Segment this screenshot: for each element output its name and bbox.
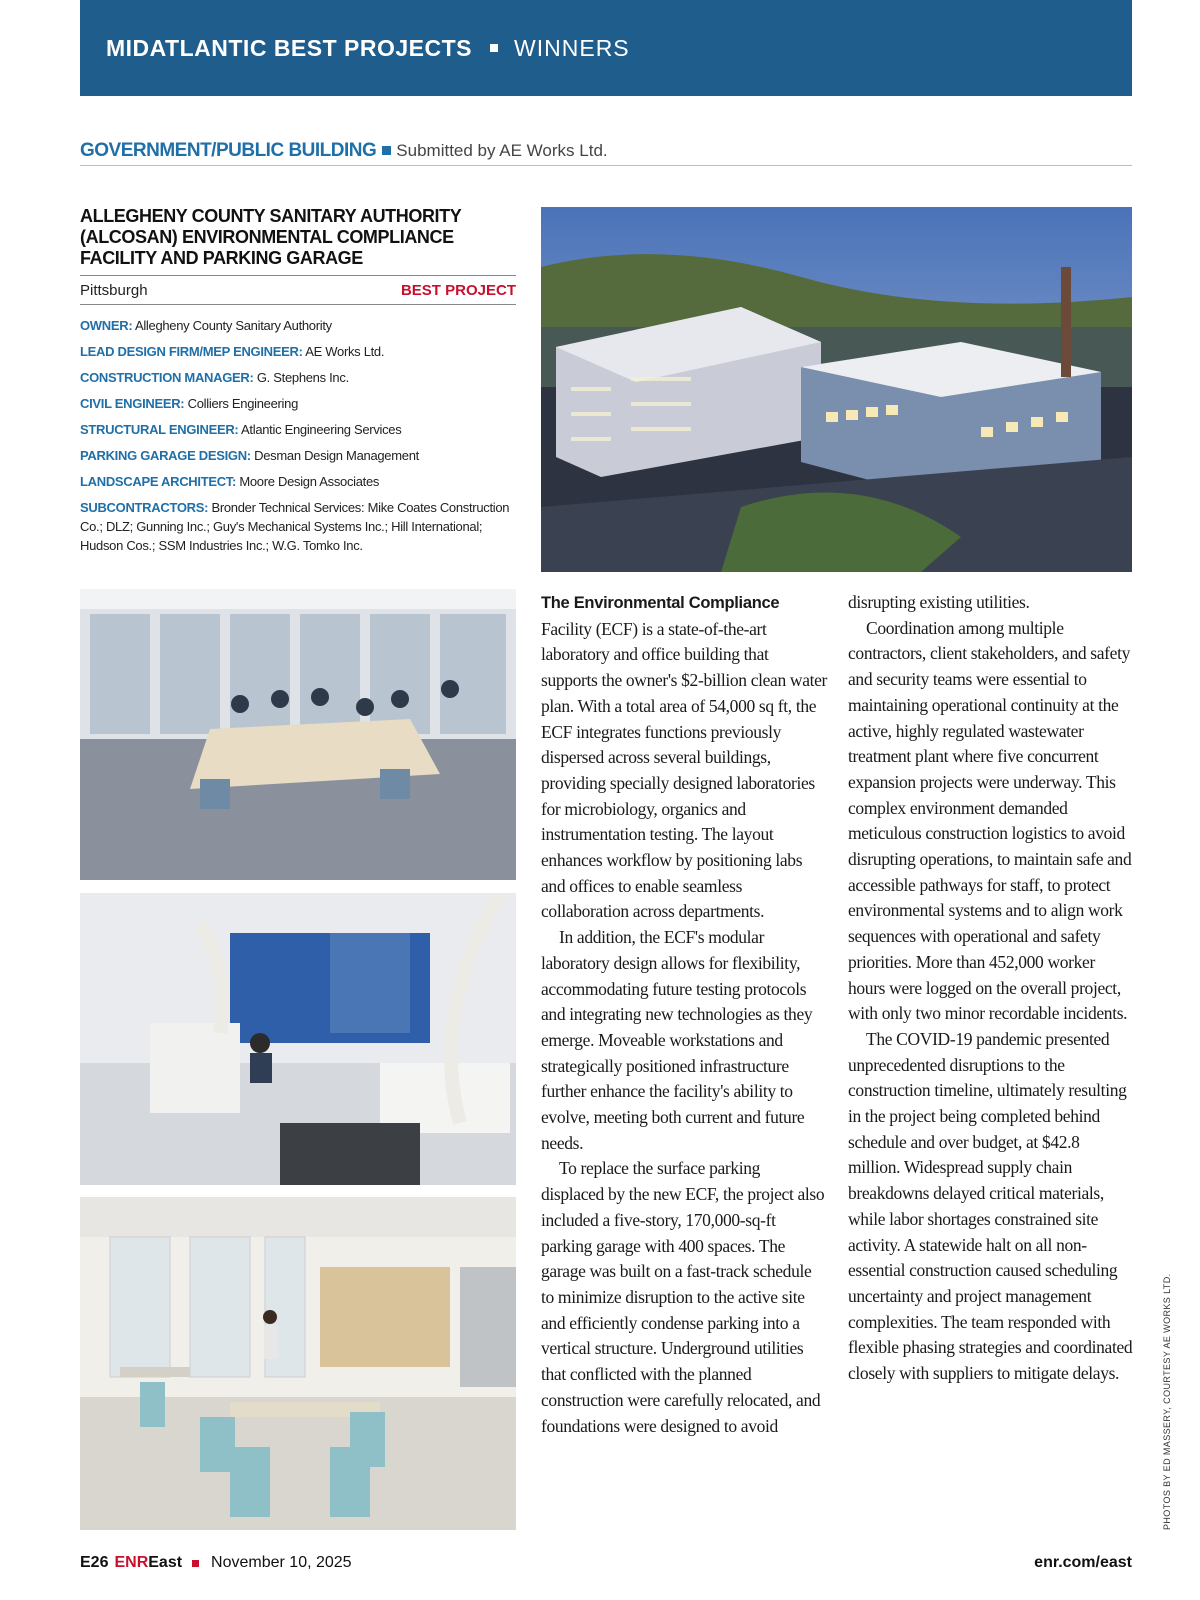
brand-enr: ENR — [114, 1554, 149, 1571]
page-number: E26 — [80, 1554, 109, 1571]
credit-label: SUBCONTRACTORS: — [80, 500, 209, 515]
article-column-1 — [541, 590, 827, 1439]
credit-value: Colliers Engineering — [187, 396, 298, 411]
category-separator — [382, 146, 391, 155]
credit-row — [80, 420, 516, 439]
article-p2: In addition, the ECF's modular laboratory design allows for flexibility, accommodating future testing protocols and integrating new technologies as they emerge. Moveable workstations and strategically positioned infrastructure further enhance the facility's ability to evolve, meeting both current and future needs. — [541, 927, 813, 1153]
credit-row — [80, 498, 516, 555]
article-p3-cont: disrupting existing utilities. — [848, 592, 1030, 612]
article-p4: Coordination among multiple contractors, client stakeholders, and safety and security teams were essential to maintaining operational continuity at the active, highly regulated wastewater treatment plant where five concurrent expansion projects were underway. This complex environment demanded meticulous construction logistics to avoid disrupting operations, to maintain safe and accessible pathways for staff, to protect environmental systems and to align work sequences with operational and safety priorities. More than 452,000 worker hours were logged on the overall project, with only two minor recordable incidents. — [848, 617, 1132, 1024]
credit-label: OWNER: — [80, 318, 133, 333]
project-credits — [80, 316, 516, 562]
credit-value: G. Stephens Inc. — [256, 370, 349, 385]
submitted-by: Submitted by AE Works Ltd. — [396, 140, 608, 160]
location-row — [80, 275, 516, 305]
credit-label: LANDSCAPE ARCHITECT: — [80, 474, 237, 489]
conference-room-photo — [80, 589, 516, 880]
section-banner — [80, 0, 1132, 96]
credit-row — [80, 368, 516, 387]
project-location: Pittsburgh — [80, 281, 148, 299]
credit-row — [80, 394, 516, 413]
banner-section: MIDATLANTIC BEST PROJECTS — [106, 34, 473, 61]
article-paragraph — [541, 590, 827, 925]
credit-label: CIVIL ENGINEER: — [80, 396, 185, 411]
laboratory-photo — [80, 893, 516, 1185]
credit-label: LEAD DESIGN FIRM/MEP ENGINEER: — [80, 344, 303, 359]
credit-value: AE Works Ltd. — [305, 344, 385, 359]
category-name: GOVERNMENT/PUBLIC BUILDING — [80, 139, 377, 161]
photo-credit-text: PHOTOS BY ED MASSERY, COURTESY AE WORKS LTD. — [1162, 1273, 1172, 1530]
article-p1: Facility (ECF) is a state-of-the-art laboratory and office building that supports the owner's $2-billion clean water plan. With a total area of 54,000 sq ft, the ECF integrates functions previously dispersed across several buildings, providing specially designed laboratories for microbiology, organics and instrumentation testing. The layout enhances workflow by positioning labs and offices to enable seamless collaboration across departments. — [541, 618, 828, 922]
footer-url[interactable]: enr.com/east — [1034, 1554, 1132, 1571]
issue-date: November 10, 2025 — [211, 1554, 352, 1571]
break-room-photo — [80, 1197, 516, 1530]
credit-row — [80, 316, 516, 335]
article-column-2 — [848, 590, 1134, 1387]
footer-left — [80, 1554, 352, 1572]
banner-subsection: WINNERS — [514, 34, 630, 61]
footer-separator — [192, 1560, 199, 1567]
credit-value: Desman Design Management — [254, 448, 419, 463]
aerial-facility-photo — [541, 207, 1132, 572]
credit-label: STRUCTURAL ENGINEER: — [80, 422, 239, 437]
credit-row — [80, 472, 516, 491]
credit-value: Moore Design Associates — [239, 474, 380, 489]
credit-value: Bronder Technical Services: Mike Coates Construction Co.; DLZ; Gunning Inc.; Guy's Mechanical Systems Inc.; Hill International; Hudson Cos.; SSM Industries Inc.; W.G. Tomko Inc. — [80, 500, 510, 553]
credit-value: Allegheny County Sanitary Authority — [134, 318, 332, 333]
credit-label: CONSTRUCTION MANAGER: — [80, 370, 254, 385]
credit-label: PARKING GARAGE DESIGN: — [80, 448, 251, 463]
credit-row — [80, 342, 516, 361]
page-footer — [80, 1551, 1132, 1575]
article-leadin: The Environmental Compliance — [541, 594, 780, 612]
article-p3: To replace the surface parking displaced by the new ECF, the project also included a five-story, 170,000-sq-ft parking garage with 400 spaces. The garage was built on a fast-track schedule to minimize disruption to the active site and efficiently condense parking into a vertical structure. Underground utilities that conflicted with the planned construction were carefully relocated, and foundations were designed to avoid — [541, 1158, 825, 1436]
credit-row — [80, 446, 516, 465]
banner-separator — [490, 44, 498, 52]
brand-east: East — [148, 1554, 183, 1571]
award-label: BEST PROJECT — [400, 281, 516, 299]
project-title: ALLEGHENY COUNTY SANITARY AUTHORITY (ALCOSAN) ENVIRONMENTAL COMPLIANCE FACILITY AND PARKING GARAGE — [80, 206, 462, 268]
article-p5: The COVID-19 pandemic presented unprecedented disruptions to the construction timeline, ultimately resulting in the project being completed behind schedule and over budget, at $42.8 million. Widespread supply chain breakdowns delayed critical materials, while labor shortages constrained site activity. A statewide halt on all non-essential construction caused scheduling uncertainty and project management complexities. The team responded with flexible phasing strategies and coordinated closely with suppliers to mitigate delays. — [848, 1028, 1133, 1384]
category-line — [80, 136, 1132, 166]
credit-value: Atlantic Engineering Services — [241, 422, 402, 437]
